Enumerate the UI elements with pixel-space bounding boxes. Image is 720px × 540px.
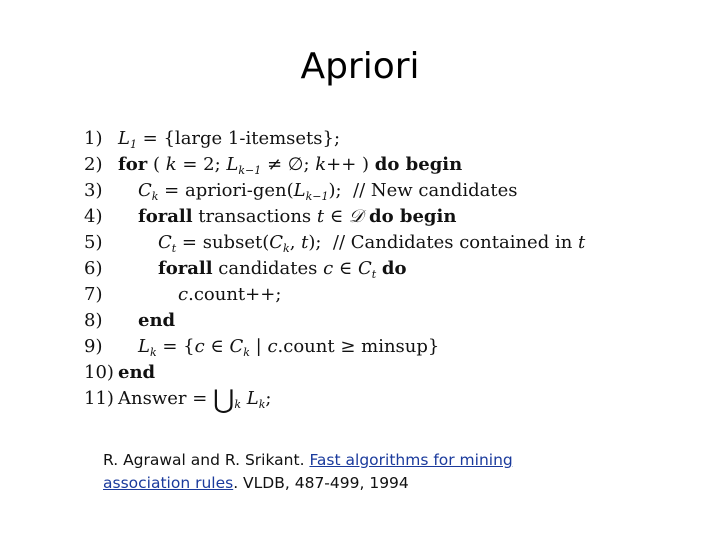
line-number: 3) [84, 180, 103, 201]
line-code: forall transactions t ∈ 𝒟 do begin [138, 206, 457, 227]
line-code: Answer = $⋃_k$ $L_k$; [118, 385, 272, 415]
citation-venue: . VLDB, 487-499, 1994 [233, 474, 409, 492]
line-number: 10) [84, 362, 114, 383]
citation-authors: R. Agrawal and R. Srikant. [103, 451, 310, 469]
line-number: 6) [84, 258, 103, 279]
line-number: 4) [84, 206, 103, 227]
line-number: 1) [84, 128, 103, 149]
line-number: 5) [84, 232, 103, 253]
line-number: 8) [84, 310, 103, 331]
line-number: 2) [84, 154, 103, 175]
line-number: 7) [84, 284, 103, 305]
line-code: $L_1$ = {large 1-itemsets}; [118, 128, 341, 151]
line-code: for ( k = 2; $L_{k-1}$ ≠ ∅; k++ ) do begin [118, 154, 463, 177]
line-code: c.count++; [178, 284, 282, 305]
line-code: $C_k$ = apriori-$gen(L_{k-1})$; // New candidates [138, 180, 518, 203]
citation [103, 449, 563, 495]
line-number: 9) [84, 336, 103, 357]
line-code: end [118, 362, 156, 383]
line-code: forall candidates c ∈ $C_t$ do [158, 258, 407, 281]
paper-link[interactable]: Fast algorithms for mining association rules [103, 451, 513, 492]
line-code: end [138, 310, 176, 331]
line-number: 11) [84, 388, 114, 409]
line-code: $C_t$ = $subset(C_k$, t); // Candidates contained in t [158, 232, 586, 255]
slide-title: Apriori [300, 46, 420, 87]
line-code: $L_k = \{c$ ∈ $C_k$ | c.count ≥ minsup} [138, 336, 440, 359]
